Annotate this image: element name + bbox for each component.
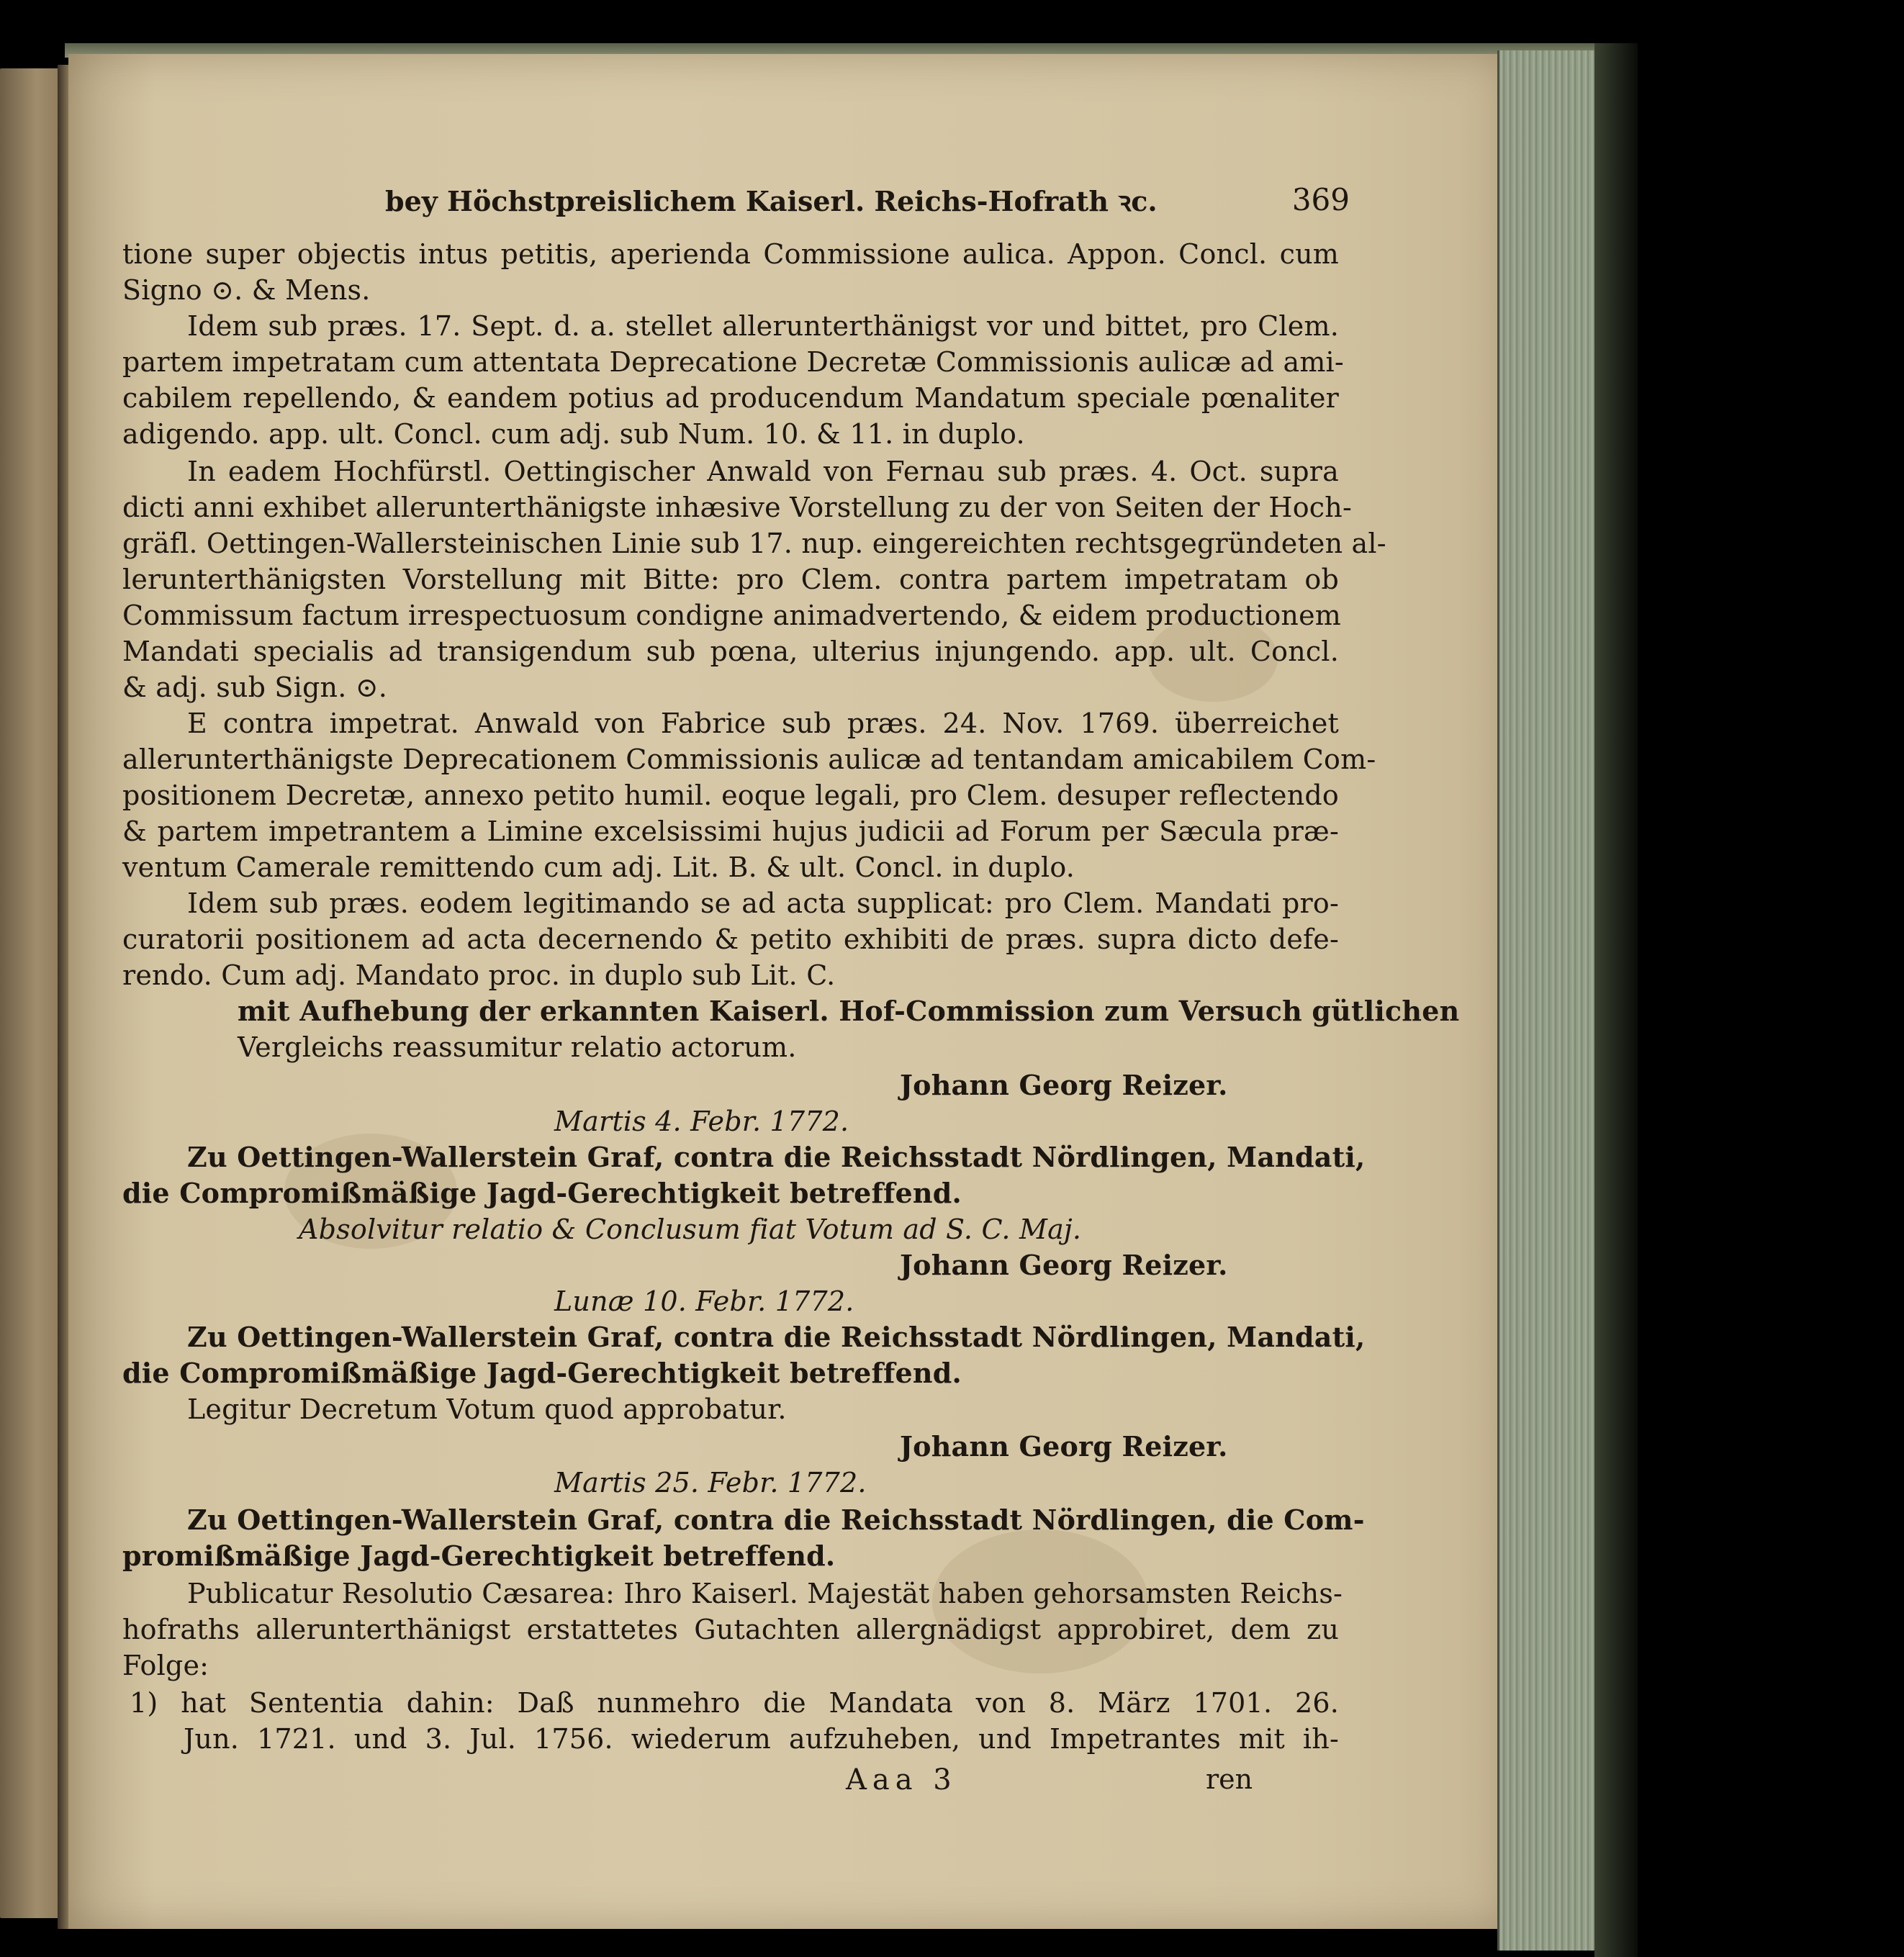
text-line: lerunterthänigsten Vorstellung mit Bitte: pro Clem. contra partem impetratam ob: [122, 564, 1339, 595]
text-line: Folge:: [122, 1650, 209, 1681]
page-fore-edge: [1497, 50, 1600, 1951]
text-line: allerunterthänigste Deprecationem Commissionis aulicæ ad tentandam amicabilem Com-: [122, 744, 1376, 775]
text-line: gräfl. Oettingen-Wallersteinischen Linie sub 17. nup. eingereichten rechtsgegründeten al-: [122, 528, 1386, 559]
text-line: Idem sub præs. 17. Sept. d. a. stellet allerunterthänigst vor und bittet, pro Clem.: [187, 310, 1339, 342]
date-heading: Lunæ 10. Febr. 1772.: [554, 1285, 854, 1317]
text-line: dicti anni exhibet allerunterthänigste inhæsive Vorstellung zu der von Seiten der Hoch-: [122, 492, 1352, 523]
running-title: bey Höchstpreislichem Kaiserl. Reichs-Hofrath ꝛc.: [385, 185, 1158, 217]
signature-line: Johann Georg Reizer.: [900, 1249, 1228, 1281]
text-line: positionem Decretæ, annexo petito humil. eoque legali, pro Clem. desuper reflectendo: [122, 779, 1339, 811]
text-line: & adj. sub Sign. ⊙.: [122, 672, 388, 703]
page-number: 369: [1291, 182, 1350, 217]
text-line: Vergleichs reassumitur relatio actorum.: [238, 1031, 797, 1063]
left-page-edge: [0, 68, 66, 1918]
text-line: Absolvitur relatio & Conclusum fiat Votum ad S. C. Maj.: [299, 1213, 1082, 1245]
book-cover-edge: [1594, 43, 1638, 1957]
date-heading: Martis 25. Febr. 1772.: [554, 1467, 867, 1499]
text-line: In eadem Hochfürstl. Oettingischer Anwald von Fernau sub præs. 4. Oct. supra: [187, 456, 1339, 487]
text-line: die Compromißmäßige Jagd-Gerechtigkeit betreffend.: [122, 1357, 962, 1389]
text-line: Signo ⊙. & Mens.: [122, 274, 371, 306]
signature-mark: Aaa 3: [846, 1763, 957, 1796]
signature-line: Johann Georg Reizer.: [900, 1069, 1228, 1101]
text-line: Jun. 1721. und 3. Jul. 1756. wiederum aufzuheben, und Impetrantes mit ih-: [184, 1723, 1339, 1755]
catchword: ren: [1206, 1763, 1253, 1795]
text-line: partem impetratam cum attentata Deprecatione Decretæ Commissionis aulicæ ad ami-: [122, 346, 1344, 378]
text-line: tione super objectis intus petitis, aperienda Commissione aulica. Appon. Concl. cum: [122, 238, 1339, 270]
text-line: die Compromißmäßige Jagd-Gerechtigkeit betreffend.: [122, 1177, 962, 1209]
text-line: 1) hat Sententia dahin: Daß nunmehro die Mandata von 8. März 1701. 26.: [130, 1687, 1339, 1719]
text-line: Zu Oettingen-Wallerstein Graf, contra die Reichsstadt Nördlingen, Mandati,: [187, 1141, 1366, 1173]
text-line: hofraths allerunterthänigst erstattetes Gutachten allergnädigst approbiret, dem zu: [122, 1614, 1339, 1645]
page-text: [68, 54, 1508, 1929]
text-line: Zu Oettingen-Wallerstein Graf, contra die Reichsstadt Nördlingen, die Com-: [187, 1504, 1365, 1536]
text-line: Legitur Decretum Votum quod approbatur.: [187, 1393, 787, 1425]
text-line: adigendo. app. ult. Concl. cum adj. sub Num. 10. & 11. in duplo.: [122, 418, 1025, 450]
text-line: mit Aufhebung der erkannten Kaiserl. Hof-Commission zum Versuch gütlichen: [238, 995, 1460, 1027]
text-line: Mandati specialis ad transigendum sub pœna, ulterius injungendo. app. ult. Concl.: [122, 636, 1339, 667]
text-line: cabilem repellendo, & eandem potius ad producendum Mandatum speciale pœnaliter: [122, 382, 1339, 414]
text-line: Commissum factum irrespectuosum condigne animadvertendo, & eidem productionem: [122, 600, 1342, 631]
text-line: rendo. Cum adj. Mandato proc. in duplo sub Lit. C.: [122, 959, 836, 991]
text-line: Publicatur Resolutio Cæsarea: Ihro Kaiserl. Majestät haben gehorsamsten Reichs-: [187, 1578, 1343, 1609]
text-line: E contra impetrat. Anwald von Fabrice sub præs. 24. Nov. 1769. überreichet: [187, 708, 1339, 739]
text-line: promißmäßige Jagd-Gerechtigkeit betreffend.: [122, 1540, 836, 1572]
signature-line: Johann Georg Reizer.: [900, 1430, 1228, 1463]
text-line: Zu Oettingen-Wallerstein Graf, contra die Reichsstadt Nördlingen, Mandati,: [187, 1321, 1366, 1353]
text-line: & partem impetrantem a Limine excelsissimi hujus judicii ad Forum per Sæcula præ-: [122, 815, 1339, 847]
date-heading: Martis 4. Febr. 1772.: [554, 1106, 849, 1137]
text-line: Idem sub præs. eodem legitimando se ad acta supplicat: pro Clem. Mandati pro-: [187, 887, 1339, 919]
text-line: curatorii positionem ad acta decernendo & petito exhibiti de præs. supra dicto defe-: [122, 923, 1339, 955]
text-line: ventum Camerale remittendo cum adj. Lit. B. & ult. Concl. in duplo.: [122, 851, 1075, 883]
